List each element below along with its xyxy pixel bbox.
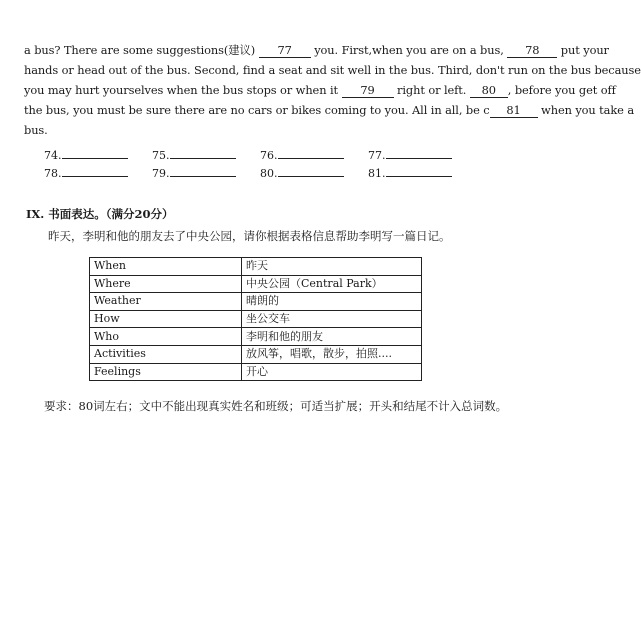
- passage-line-2: hands or head out of the bus. Second, find a seat and sit well in the bus. Third, don't run on the bus because: [24, 63, 641, 77]
- table-value: 开心: [242, 363, 422, 381]
- blank-80: 80: [470, 83, 508, 98]
- table-key: When: [90, 258, 242, 276]
- table-value: 坐公交车: [242, 310, 422, 328]
- table-key: Weather: [90, 293, 242, 311]
- reading-passage: [24, 40, 641, 140]
- table-value: 放风筝，唱歌，散步，拍照....: [242, 345, 422, 363]
- answer-lines: [44, 148, 464, 184]
- section-title: IX. 书面表达。（满分20分）: [26, 207, 174, 221]
- blank-79: 79: [342, 83, 394, 98]
- table-key: How: [90, 310, 242, 328]
- passage-text: right or left.: [393, 83, 470, 97]
- table-value: 昨天: [242, 258, 422, 276]
- table-key: Who: [90, 328, 242, 346]
- passage-line-4: [24, 100, 635, 120]
- blank-78: 78: [507, 43, 557, 58]
- answer-75[interactable]: 75.: [152, 148, 236, 162]
- writing-requirement: 要求：80词左右；文中不能出现真实姓名和班级；可适当扩展；开头和结尾不计入总词数。: [44, 399, 508, 413]
- passage-text: you. First,when you are on a bus,: [310, 43, 508, 57]
- answer-77[interactable]: 77.: [368, 148, 452, 162]
- answer-row-1: [44, 148, 464, 166]
- answer-76[interactable]: 76.: [260, 148, 344, 162]
- passage-text: put your: [557, 43, 609, 57]
- answer-79[interactable]: 79.: [152, 166, 236, 180]
- table-value: 晴朗的: [242, 293, 422, 311]
- answer-81[interactable]: 81.: [368, 166, 452, 180]
- table-value: 中央公园（Central Park）: [242, 275, 422, 293]
- blank-81: 81: [490, 103, 538, 118]
- table-row: [90, 328, 422, 346]
- blank-77: 77: [259, 43, 311, 58]
- table-row: [90, 363, 422, 381]
- table-key: Activities: [90, 345, 242, 363]
- passage-text: a bus? There are some suggestions(建议): [24, 43, 259, 57]
- table-value: 李明和他的朋友: [242, 328, 422, 346]
- table-row: [90, 293, 422, 311]
- passage-line-1: [24, 40, 609, 60]
- passage-text: the bus, you must be sure there are no cars or bikes coming to you. All in all, be c: [24, 103, 490, 117]
- passage-text: , before you get off: [507, 83, 616, 97]
- passage-line-5: bus.: [24, 123, 48, 137]
- table-row: [90, 345, 422, 363]
- table-row: [90, 275, 422, 293]
- passage-line-3: [24, 80, 616, 100]
- passage-text: you may hurt yourselves when the bus stops or when it: [24, 83, 342, 97]
- table-row: [90, 310, 422, 328]
- answer-row-2: [44, 166, 464, 184]
- table-key: Where: [90, 275, 242, 293]
- table-row: [90, 258, 422, 276]
- info-table: [89, 257, 422, 381]
- answer-78[interactable]: 78.: [44, 166, 128, 180]
- answer-74[interactable]: 74.: [44, 148, 128, 162]
- table-key: Feelings: [90, 363, 242, 381]
- passage-text: when you take a: [537, 103, 635, 117]
- answer-80[interactable]: 80.: [260, 166, 344, 180]
- writing-prompt: 昨天，李明和他的朋友去了中央公园，请你根据表格信息帮助李明写一篇日记。: [48, 229, 451, 243]
